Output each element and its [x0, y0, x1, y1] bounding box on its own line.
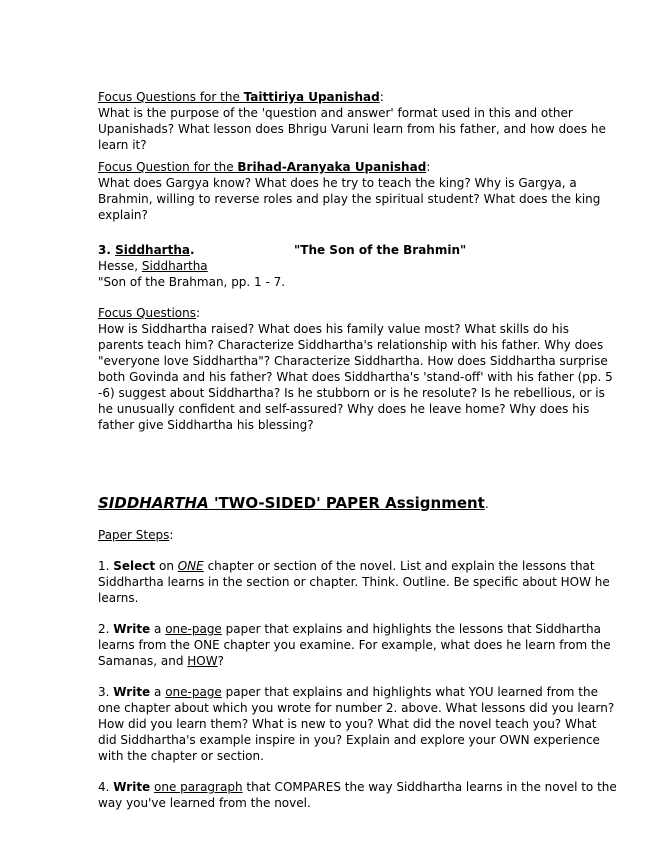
assignment-title-rest: 'TWO-SIDED' PAPER Assignment — [208, 494, 485, 512]
brihad-colon: : — [426, 160, 431, 174]
section-subtitle: "The Son of the Brahmin" — [294, 243, 467, 257]
step-3-text: paper that explains and highlights what YOU learned from the one chapter about which you wrote for number 2. above. What lessons did you learn? How did you learn them? What is new to you? What did the novel teach you? What did Siddhartha's example inspire in you? Explain and explore your OWN experience with the chapter or section. — [98, 685, 615, 763]
taittiriya-section — [98, 89, 618, 153]
paper-steps-label: Paper Steps — [98, 528, 170, 542]
paper-steps-heading — [98, 527, 618, 543]
brihad-title: Brihad-Aranyaka Upanishad — [237, 160, 427, 174]
step-2-how: HOW — [187, 654, 218, 668]
focus-questions-body: How is Siddhartha raised? What does his family value most? What skills do his parents teach him? Characterize Siddhartha's relationship with his father. Why does "everyone love Siddhartha"? Characterize Siddhartha. How does Siddhartha surprise both Govinda and his father? What does Siddhartha's 'stand-off' with his father (pp. 5 -6) suggest about Siddhartha? Is he stubborn or is he resolute? Is he rebellious, or is he unusually confident and self-assured? Why does he leave home? Why does his father give Siddhartha his blessing? — [98, 322, 613, 432]
assignment-title — [98, 494, 618, 513]
siddhartha-section — [98, 242, 618, 433]
section-number: 3. — [98, 243, 116, 257]
section-period: . — [189, 243, 195, 257]
focus-questions-heading — [98, 305, 618, 321]
step-2-verb: Write — [113, 622, 151, 636]
step-1 — [98, 558, 618, 606]
focus-questions-label: Focus Questions — [98, 306, 197, 320]
step-4-emphasis: one paragraph — [154, 780, 243, 794]
step-3-verb: Write — [113, 685, 151, 699]
step-4-number: 4. — [98, 780, 114, 794]
brihad-prefix: Focus Question for the — [98, 160, 238, 174]
step-2-emphasis: one-page — [165, 622, 222, 636]
author: Hesse, — [98, 259, 142, 273]
step-4-verb: Write — [113, 780, 151, 794]
brihad-body: What does Gargya know? What does he try to teach the king? Why is Gargya, a Brahmin, willing to reverse roles and play the spiritual student? What does the king explain? — [98, 176, 601, 222]
brihad-heading — [98, 159, 618, 175]
step-2-pre: a — [150, 622, 166, 636]
assignment-section — [98, 494, 618, 811]
step-1-emphasis: ONE — [177, 559, 204, 573]
step-1-text: chapter or section of the novel. List and explain the lessons that Siddhartha learns in the section or chapter. Think. Outline. Be specific about HOW he learns. — [98, 559, 610, 605]
siddhartha-heading — [98, 242, 618, 258]
step-3 — [98, 684, 618, 764]
step-4-text: that COMPARES the way Siddhartha learns in the novel to the way you've learned from the novel. — [98, 780, 617, 810]
step-1-number: 1. — [98, 559, 114, 573]
paper-steps-colon: : — [169, 528, 174, 542]
step-4 — [98, 779, 618, 811]
reading-assignment: "Son of the Brahman, pp. 1 - 7. — [98, 275, 286, 289]
step-3-pre: a — [150, 685, 166, 699]
step-3-number: 3. — [98, 685, 114, 699]
step-2-number: 2. — [98, 622, 114, 636]
taittiriya-heading — [98, 89, 618, 105]
taittiriya-prefix: Focus Questions for the — [98, 90, 244, 104]
taittiriya-colon: : — [379, 90, 384, 104]
taittiriya-title: Taittiriya Upanishad — [243, 90, 380, 104]
step-1-verb: Select — [113, 559, 156, 573]
step-2 — [98, 621, 618, 669]
step-2-end: ? — [217, 654, 224, 668]
focus-questions-colon: : — [196, 306, 201, 320]
assignment-title-end: . — [484, 497, 489, 511]
taittiriya-body: What is the purpose of the 'question and answer' format used in this and other Upanishads? What lesson does Bhrigu Varuni learn from his father, and how does he learn it? — [98, 106, 606, 152]
step-2-text: paper that explains and highlights the lessons that Siddhartha learns from the ONE chapter you examine. For example, what does he learn from the Samanas, and — [98, 622, 611, 668]
step-1-pre: on — [155, 559, 178, 573]
brihad-section — [98, 159, 618, 223]
book-title: Siddhartha — [141, 259, 208, 273]
assignment-title-italic: SIDDHARTHA — [98, 494, 209, 512]
author-line — [98, 258, 618, 274]
step-3-emphasis: one-page — [165, 685, 222, 699]
section-title: Siddhartha — [115, 243, 190, 257]
